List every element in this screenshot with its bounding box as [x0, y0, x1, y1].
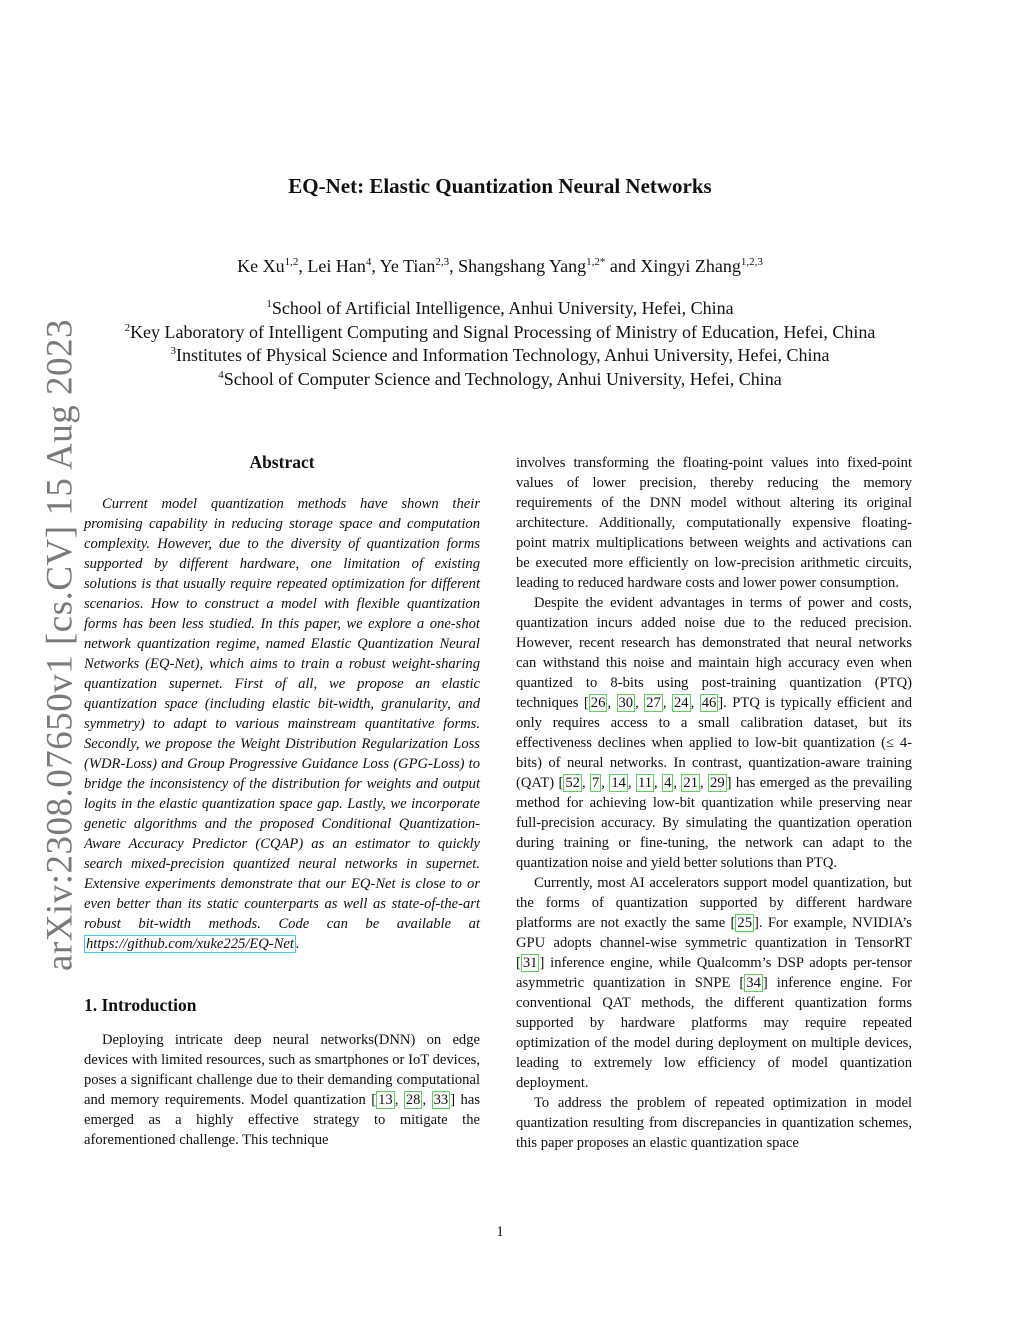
citation-link[interactable]: 14 — [611, 775, 626, 791]
citation-link[interactable]: 33 — [433, 1092, 449, 1108]
citation-link[interactable]: 4 — [664, 775, 672, 791]
author-name: Xingyi Zhang — [640, 256, 741, 276]
affiliation-line: $^4$School of Computer Science and Technology, Anhui University, Hefei, China — [218, 368, 782, 389]
introduction-heading: 1. Introduction — [84, 995, 197, 1015]
body-paragraph: To address the problem of repeated optimization in model quantization resulting from discrepancies in quantization schemes, this paper proposes an elastic quantization space — [516, 1095, 912, 1151]
author-affiliation-marker: 2,3 — [435, 256, 450, 268]
citation-link[interactable]: 46 — [701, 695, 717, 711]
author-list: Ke Xu$^{1,2}$, Lei Han$^4$, Ye Tian$^{2,3}$, Shangshang Yang$^{1,2*}$ and Xingyi Zhang$^{1,2,3}$ — [237, 256, 763, 276]
body-paragraph: involves transforming the floating-point values into fixed-point values of lower precision, thereby reducing the memory requirements of the DNN model without altering its original architecture. Additionally, computationally expensive floating-point matrix multiplications between weights and activations can be executed more efficiently on low-precision arithmetic circuits, leading to reduced hardware costs and lower power consumption. — [516, 455, 912, 591]
author-affiliation-marker: 4 — [365, 256, 372, 268]
citation-link[interactable]: 31 — [522, 955, 538, 971]
page-number: 1 — [496, 1224, 504, 1240]
author-name: Ye Tian — [379, 256, 436, 276]
body-paragraph: Despite the evident advantages in terms of power and costs, quantization incurs added noise due to the reduced precision. However, recent research has demonstrated that neural networks can withstand this noise and maintain high accuracy even when quantized to 8-bits using post-training quantization (PTQ) techniques [ 26 , 30 , 27 , 24 , 46 ]. PTQ is typically efficient and only requires access to a small calibration dataset, but its effectiveness declines when applied to low-bit quantization (≤ 4-bits) of neural networks. In contrast, quantization-aware training (QAT) [ 52 , 7 , 14 , 11 , 4 , 21 , 29 ] has emerged as the prevailing method for achieving low-bit quantization while preserving near full-precision accuracy. By simulating the quantization operation during training or fine-tuning, the network can adapt to the quantization noise and yield better solutions than PTQ. — [516, 595, 913, 871]
abstract-heading: Abstract — [249, 452, 315, 472]
author-name: Ke Xu — [237, 256, 285, 276]
code-link[interactable]: https://github.com/xuke225/EQ-Net — [86, 936, 294, 952]
paper-title: EQ-Net: Elastic Quantization Neural Networks — [288, 174, 712, 198]
citation-link[interactable]: 11 — [637, 775, 653, 791]
citation-link[interactable]: 26 — [590, 695, 606, 711]
citation-link[interactable]: 21 — [683, 775, 699, 791]
author-name: Lei Han — [307, 256, 366, 276]
citation-link[interactable]: 34 — [746, 975, 761, 991]
citation-link[interactable]: 24 — [673, 695, 689, 711]
abstract-body: Current model quantization methods have shown their promising capability in reducing storage space and computation complexity. However, due to the diversity of quantization forms supported by different hardware, one limitation of existing solutions is that usually require repeated optimization for different scenarios. How to construct a model with flexible quantization forms has been less studied. In this paper, we explore a one-shot network quantization regime, named Elastic Quantization Neural Networks (EQ-Net), which aims to train a robust weight-sharing quantization supernet. First of all, we propose an elastic quantization space (including elastic bit-width, granularity, and symmetry) to adapt to various mainstream quantitative forms. Secondly, we propose the Weight Distribution Regularization Loss (WDR-Loss) and Group Progressive Guidance Loss (GPG-Loss) to bridge the inconsistency of the distribution for weights and output logits in the elastic quantization space gap. Lastly, we incorporate genetic algorithms and the proposed Conditional Quantization-Aware Accuracy Predictor (CQAP) as an estimator to quickly search mixed-precision quantized neural networks in supernet. Extensive experiments demonstrate that our EQ-Net is close to or even better than its static counterparts as well as state-of-the-art robust bit-width methods. Code can be available at https://github.com/xuke225/EQ-Net . — [84, 496, 480, 952]
citation-link[interactable]: 30 — [618, 695, 634, 711]
left-column — [84, 452, 480, 1150]
citation-link[interactable]: 28 — [405, 1092, 421, 1108]
affiliation-list — [0, 297, 1000, 391]
author-name: Shangshang Yang — [458, 256, 587, 276]
citation-link[interactable]: 27 — [646, 695, 661, 711]
author-affiliation-marker: 1,2* — [586, 256, 606, 268]
affiliation-line: $^3$Institutes of Physical Science and Information Technology, Anhui University, Hefei, China — [170, 345, 830, 365]
affiliation-line: $^1$School of Artificial Intelligence, Anhui University, Hefei, China — [266, 298, 734, 318]
citation-link[interactable]: 7 — [591, 775, 600, 791]
citation-link[interactable]: 29 — [710, 775, 725, 791]
author-affiliation-marker: 1,2 — [284, 256, 299, 268]
citation-link[interactable]: 25 — [737, 915, 753, 931]
intro-paragraph: Deploying intricate deep neural networks(DNN) on edge devices with limited resources, such as smartphones or IoT devices, poses a significant challenge due to their demanding computational and memory requirements. Model quantization [ 13 , 28 , 33 ] has emerged as a highly effective strategy to mitigate the aforementioned challenge. This technique — [84, 1032, 481, 1148]
right-column — [516, 453, 912, 1153]
citation-link[interactable]: 13 — [378, 1092, 393, 1108]
citation-link[interactable]: 52 — [565, 775, 580, 791]
arxiv-identifier: arXiv:2308.07650v1 [cs.CV] 15 Aug 2023 — [39, 318, 81, 972]
author-affiliation-marker: 1,2,3 — [740, 256, 763, 268]
body-paragraph: Currently, most AI accelerators support model quantization, but the forms of quantization supported by different hardware platforms are not exactly the same [ 25 ]. For example, NVIDIA’s GPU adopts channel-wise symmetric quantization in TensorRT [ 31 ] inference engine, while Qualcomm’s DSP adopts per-tensor asymmetric quantization in SNPE [ 34 ] inference engine. For conventional QAT methods, the different quantization forms supported by hardware platforms may require repeated optimization of the model during deployment on multiple devices, leading to extremely low efficiency of model quantization deployment. — [516, 875, 912, 1091]
affiliation-line: $^2$Key Laboratory of Intelligent Computing and Signal Processing of Ministry of Education, Hefei, China — [124, 321, 876, 342]
